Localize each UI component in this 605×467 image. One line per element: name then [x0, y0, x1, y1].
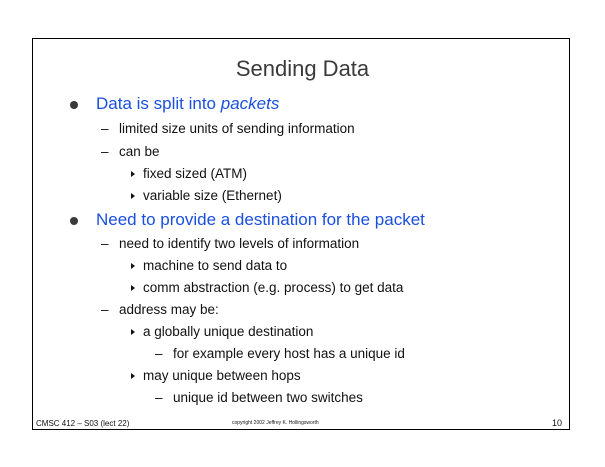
- page-number: 10: [552, 418, 563, 428]
- bullet-2-text: Need to provide a destination for the packet: [96, 210, 425, 229]
- sub-item: need to identify two levels of information: [119, 236, 360, 251]
- sub-sub-item: comm abstraction (e.g. process) to get data: [143, 280, 404, 295]
- bullet-1-emphasis: packets: [220, 94, 280, 113]
- footer-course: CMSC 412 – S03 (lect 22): [36, 419, 130, 428]
- sub-sub-item: fixed sized (ATM): [143, 166, 248, 181]
- bullet-dot: [70, 101, 78, 109]
- arrow-bullet-icon: [131, 263, 135, 269]
- bullet-1-prefix: Data is split into: [96, 94, 221, 113]
- dash-marker: –: [155, 346, 163, 361]
- dash-marker: –: [155, 390, 163, 405]
- arrow-bullet-icon: [131, 193, 135, 199]
- dash-marker: –: [101, 121, 109, 136]
- dash-marker: –: [101, 302, 109, 317]
- arrow-bullet-icon: [131, 329, 135, 335]
- dash-marker: –: [101, 236, 109, 251]
- sub-sub-item: machine to send data to: [143, 258, 288, 273]
- footer-copyright: copyright 2002 Jeffrey K. Hollingsworth: [232, 420, 319, 426]
- sub-item: limited size units of sending information: [119, 121, 355, 136]
- arrow-bullet-icon: [131, 171, 135, 177]
- sub-sub-item: variable size (Ethernet): [143, 188, 282, 203]
- bullet-dot: [70, 217, 78, 225]
- slide-title: Sending Data: [235, 56, 370, 81]
- arrow-bullet-icon: [131, 373, 135, 379]
- sub-sub-item: may unique between hops: [143, 368, 301, 383]
- dash-marker: –: [101, 144, 109, 159]
- sub-item: address may be:: [119, 302, 219, 317]
- sub-sub-sub-item: unique id between two switches: [173, 390, 363, 405]
- sub-sub-item: a globally unique destination: [143, 324, 314, 339]
- arrow-bullet-icon: [131, 285, 135, 291]
- sub-sub-sub-item: for example every host has a unique id: [173, 346, 405, 361]
- sub-item: can be: [119, 144, 160, 159]
- bullet-1-text: [96, 94, 279, 114]
